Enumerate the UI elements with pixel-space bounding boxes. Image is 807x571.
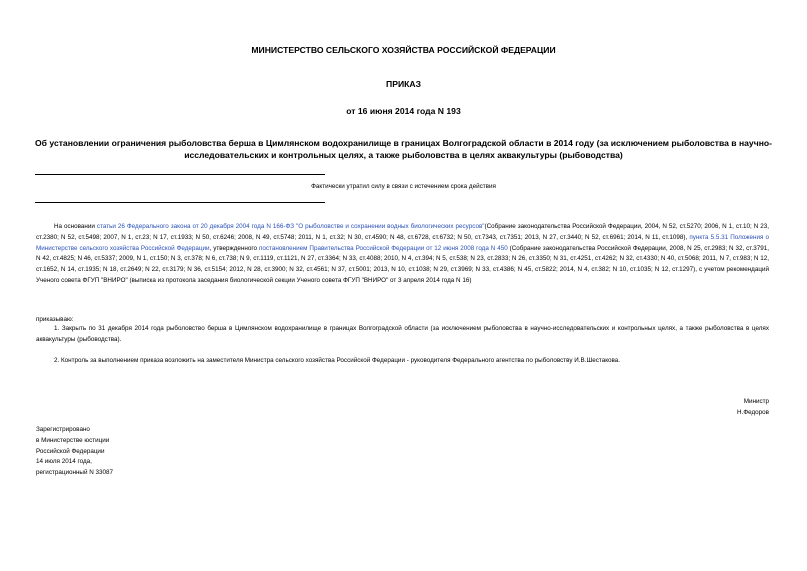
document-title: Об установлении ограничения рыболовства берша в Цимлянском водохранилище в границах Волгоградской области в 2014 году (за исключением рыболовства в научно-исследовательских и контрольных целях, а также рыболовства в целях аквакультуры (рыбоводства) bbox=[35, 138, 772, 160]
link-regulation-clause[interactable]: пункта 5.5.31 Положения о Министерстве сельского хозяйства Российской Федерации bbox=[36, 233, 769, 252]
divider-top bbox=[35, 174, 325, 175]
date-number: от 16 июня 2014 года N 193 bbox=[346, 106, 461, 116]
signature-block bbox=[737, 397, 769, 419]
registration-line-3: Российской Федерации bbox=[36, 447, 105, 455]
signature-name: Н.Федоров bbox=[737, 408, 769, 416]
status-note: Фактически утратил силу в связи с истечением срока действия bbox=[311, 183, 496, 190]
preamble-paragraph bbox=[36, 222, 769, 287]
order-keyword: приказываю: bbox=[36, 316, 74, 323]
order-item-1 bbox=[36, 324, 769, 346]
order-item-2-text: 2. Контроль за выполнением приказа возложить на заместителя Министра сельского хозяйства Российской Федерации - руководителя Федерального агентства по рыболовству И.В.Шестакова. bbox=[54, 357, 621, 364]
registration-line-4: 14 июля 2014 года, bbox=[36, 458, 92, 466]
preamble-text1: (Собрание законодательства Российской Федерации, 2004, N 52, ст.5270; 2006, N 1, ст.10; N 23, ст.2380; N 52, ст.5498; 2007, N 1, ст.23; N 17, ст.1933; N 50, ст.6246; 2008, N 49, ст.5748; 2011, N 1, ст.32; N 30, ст.4590; N 48, ст.6728, ст.6732; N 50, ст.7343, ст.7351; 2013, N 27, ст.3440; N 52, ст.6961; 2014, N 11, ст.1098), bbox=[36, 223, 769, 241]
link-government-resolution[interactable]: постановлением Правительства Российской Федерации от 12 июня 2008 года N 450 bbox=[258, 244, 508, 252]
divider-bottom bbox=[35, 202, 325, 203]
registration-line-5: регистрационный N 33087 bbox=[36, 469, 114, 477]
link-federal-law[interactable]: статьи 26 Федерального закона от 20 декабря 2004 года N 166-ФЗ "О рыболовстве и сохранении водных биологических ресурсов" bbox=[96, 223, 485, 230]
order-item-1-text: 1. Закрыть по 31 декабря 2014 года рыболовство берша в Цимлянском водохранилище в границах Волгоградской области (за исключением рыболовства в научно-исследовательских и контрольных целях, а также рыболовства в целях аквакультуры (рыбоводства). bbox=[36, 325, 769, 343]
order-item-2 bbox=[36, 356, 769, 367]
preamble-text3: (Собрание законодательства Российской Федерации, 2008, N 25, ст.2983; N 32, ст.3791, N 42, ст.4825; N 46, ст.5337; 2009, N 1, ст.150; N 3, ст.378; N 6, ст.738; N 9, ст.1119, ст.1121, N 27, ст.3364; N 33, ст.4088; 2010, N 4, ст.394; N 5, ст.538; N 23, ст.2833; N 26, ст.3350; N 31, ст.4251, ст.4262; N 32, ст.4330; N 40, ст.5068; 2011, N 7, ст.983; N 12, ст.1652, N 14, ст.1935; N 18, ст.2649; N 22, ст.3179; N 36, ст.5154; 2012, N 28, ст.3900; N 32, ст.4561; N 37, ст.5001; 2013, N 10, ст.1038; N 29, ст.3969; N 33, ст.4386; N 45, ст.5822; 2014, N 4, ст.382; N 10, ст.1035; N 12, ст.1297), с учетом рекомендаций Ученого совета ФГУП "ВНИРО" (выписка из протокола заседания биологической секции Ученого совета ФГУП "ВНИРО" от 3 апреля 2014 года N 16) bbox=[36, 244, 769, 284]
registration-line-1: Зарегистрировано bbox=[36, 426, 90, 433]
signature-position: Министр bbox=[743, 398, 769, 405]
doc-type-heading: ПРИКАЗ bbox=[386, 79, 421, 89]
registration-line-2: в Министерстве юстиции bbox=[36, 436, 110, 444]
preamble-intro: На основании bbox=[54, 223, 97, 230]
ministry-heading: МИНИСТЕРСТВО СЕЛЬСКОГО ХОЗЯЙСТВА РОССИЙСКОЙ ФЕДЕРАЦИИ bbox=[251, 45, 556, 55]
registration-block bbox=[36, 425, 113, 479]
preamble-text2: , утвержденного bbox=[209, 244, 259, 252]
